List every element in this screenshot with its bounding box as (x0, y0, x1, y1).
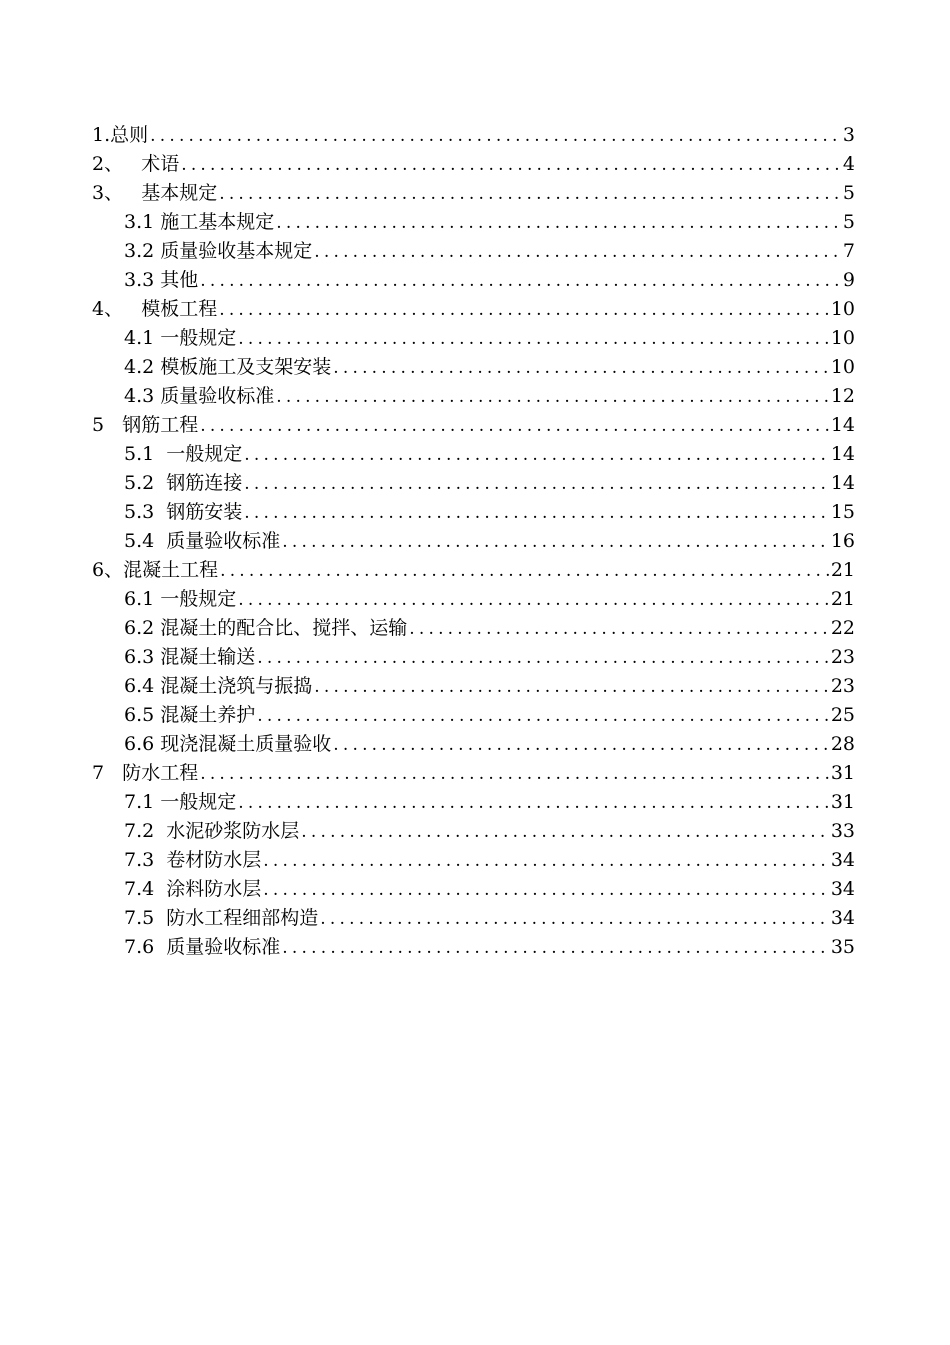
toc-entry-label: 3.1 施工基本规定 (124, 211, 275, 233)
toc-entry-label: 6.1 一般规定 (124, 588, 237, 610)
toc-leader-dots (200, 760, 829, 789)
toc-entry[interactable] (92, 266, 855, 295)
toc-entry[interactable] (92, 933, 855, 962)
toc-entry-label: 3、 基本规定 (92, 182, 218, 204)
toc-leader-dots (314, 673, 829, 702)
toc-entry-label: 5.2 钢筋连接 (124, 472, 243, 494)
toc-entry-label: 6.3 混凝土输送 (124, 646, 256, 668)
toc-page-number: 23 (830, 675, 855, 697)
toc-entry-label: 7.6 质量验收标准 (124, 936, 281, 958)
toc-entry-label: 4.3 质量验收标准 (124, 385, 275, 407)
toc-entry[interactable] (92, 643, 855, 672)
toc-page-number: 5 (842, 211, 855, 233)
toc-entry-label: 7.4 涂料防水层 (124, 878, 262, 900)
toc-page-number: 5 (842, 182, 855, 204)
toc-page-number: 3 (842, 124, 855, 146)
toc-entry-label: 2、 术语 (92, 153, 180, 175)
toc-leader-dots (263, 876, 829, 905)
toc-page-number: 7 (842, 240, 855, 262)
toc-leader-dots (409, 615, 829, 644)
toc-entry[interactable] (92, 585, 855, 614)
toc-leader-dots (320, 905, 829, 934)
toc-leader-dots (333, 354, 829, 383)
toc-entry-label: 5.3 钢筋安装 (124, 501, 243, 523)
toc-leader-dots (263, 847, 829, 876)
toc-entry-label: 6.4 混凝土浇筑与振捣 (124, 675, 313, 697)
toc-leader-dots (276, 209, 841, 238)
toc-leader-dots (244, 441, 829, 470)
toc-leader-dots (238, 586, 829, 615)
toc-entry[interactable] (92, 614, 855, 643)
toc-entry-label: 7.5 防水工程细部构造 (124, 907, 319, 929)
toc-entry[interactable] (92, 353, 855, 382)
toc-entry-label: 7 防水工程 (92, 762, 199, 784)
toc-leader-dots (238, 789, 829, 818)
toc-page-number: 23 (830, 646, 855, 668)
toc-entry[interactable] (92, 904, 855, 933)
toc-leader-dots (282, 934, 829, 963)
toc-leader-dots (220, 557, 829, 586)
toc-entry[interactable] (92, 469, 855, 498)
toc-entry[interactable] (92, 295, 855, 324)
toc-page-number: 33 (830, 820, 855, 842)
toc-page-number: 35 (830, 936, 855, 958)
toc-entry[interactable] (92, 440, 855, 469)
toc-leader-dots (181, 151, 841, 180)
toc-entry-label: 4.2 模板施工及支架安装 (124, 356, 332, 378)
toc-page-number: 15 (830, 501, 855, 523)
toc-leader-dots (150, 122, 841, 151)
toc-entry[interactable] (92, 411, 855, 440)
toc-entry[interactable] (92, 730, 855, 759)
toc-entry-label: 5 钢筋工程 (92, 414, 199, 436)
toc-entry[interactable] (92, 150, 855, 179)
toc-entry-label: 3.3 其他 (124, 269, 199, 291)
toc-entry-label: 4、 模板工程 (92, 298, 218, 320)
toc-entry[interactable] (92, 875, 855, 904)
toc-entry[interactable] (92, 846, 855, 875)
toc-page-number: 21 (830, 588, 855, 610)
toc-leader-dots (238, 325, 829, 354)
toc-entry-label: 6.5 混凝土养护 (124, 704, 256, 726)
toc-entry[interactable] (92, 817, 855, 846)
toc-leader-dots (257, 644, 829, 673)
toc-entry[interactable] (92, 498, 855, 527)
toc-page-number: 14 (830, 472, 855, 494)
toc-page-number: 9 (842, 269, 855, 291)
toc-entry-label: 6.6 现浇混凝土质量验收 (124, 733, 332, 755)
toc-entry[interactable] (92, 382, 855, 411)
toc-entry-label: 3.2 质量验收基本规定 (124, 240, 313, 262)
toc-leader-dots (282, 528, 829, 557)
toc-page-number: 34 (830, 849, 855, 871)
toc-page-number: 34 (830, 878, 855, 900)
toc-page-number: 21 (830, 559, 855, 581)
toc-entry[interactable] (92, 701, 855, 730)
toc-leader-dots (314, 238, 841, 267)
toc-entry[interactable] (92, 208, 855, 237)
toc-leader-dots (200, 267, 841, 296)
toc-page-number: 14 (830, 414, 855, 436)
toc-leader-dots (301, 818, 829, 847)
toc-page-number: 10 (830, 327, 855, 349)
toc-page-number: 34 (830, 907, 855, 929)
toc-entry[interactable] (92, 672, 855, 701)
toc-entry-label: 6.2 混凝土的配合比、搅拌、运输 (124, 617, 408, 639)
table-of-contents (92, 121, 855, 962)
toc-leader-dots (244, 499, 829, 528)
toc-entry[interactable] (92, 179, 855, 208)
toc-page-number: 10 (830, 356, 855, 378)
toc-leader-dots (244, 470, 829, 499)
toc-entry[interactable] (92, 788, 855, 817)
toc-entry-label: 1.总则 (92, 124, 149, 146)
toc-leader-dots (257, 702, 829, 731)
toc-page-number: 28 (830, 733, 855, 755)
toc-page-number: 22 (830, 617, 855, 639)
toc-entry-label: 7.1 一般规定 (124, 791, 237, 813)
toc-entry-label: 5.1 一般规定 (124, 443, 243, 465)
toc-entry-label: 6、混凝土工程 (92, 559, 219, 581)
toc-entry[interactable] (92, 527, 855, 556)
toc-leader-dots (333, 731, 829, 760)
toc-page-number: 10 (830, 298, 855, 320)
toc-leader-dots (200, 412, 829, 441)
toc-entry[interactable] (92, 324, 855, 353)
toc-page-number: 14 (830, 443, 855, 465)
toc-entry-label: 5.4 质量验收标准 (124, 530, 281, 552)
toc-entry[interactable] (92, 556, 855, 585)
toc-entry[interactable] (92, 759, 855, 788)
toc-entry[interactable] (92, 121, 855, 150)
toc-leader-dots (219, 296, 829, 325)
toc-page-number: 31 (830, 791, 855, 813)
toc-entry-label: 7.2 水泥砂浆防水层 (124, 820, 300, 842)
toc-leader-dots (219, 180, 841, 209)
toc-page-number: 4 (842, 153, 855, 175)
toc-entry-label: 7.3 卷材防水层 (124, 849, 262, 871)
toc-page-number: 31 (830, 762, 855, 784)
toc-entry[interactable] (92, 237, 855, 266)
toc-page-number: 25 (830, 704, 855, 726)
toc-entry-label: 4.1 一般规定 (124, 327, 237, 349)
toc-leader-dots (276, 383, 829, 412)
toc-page-number: 16 (830, 530, 855, 552)
toc-page-number: 12 (830, 385, 855, 407)
